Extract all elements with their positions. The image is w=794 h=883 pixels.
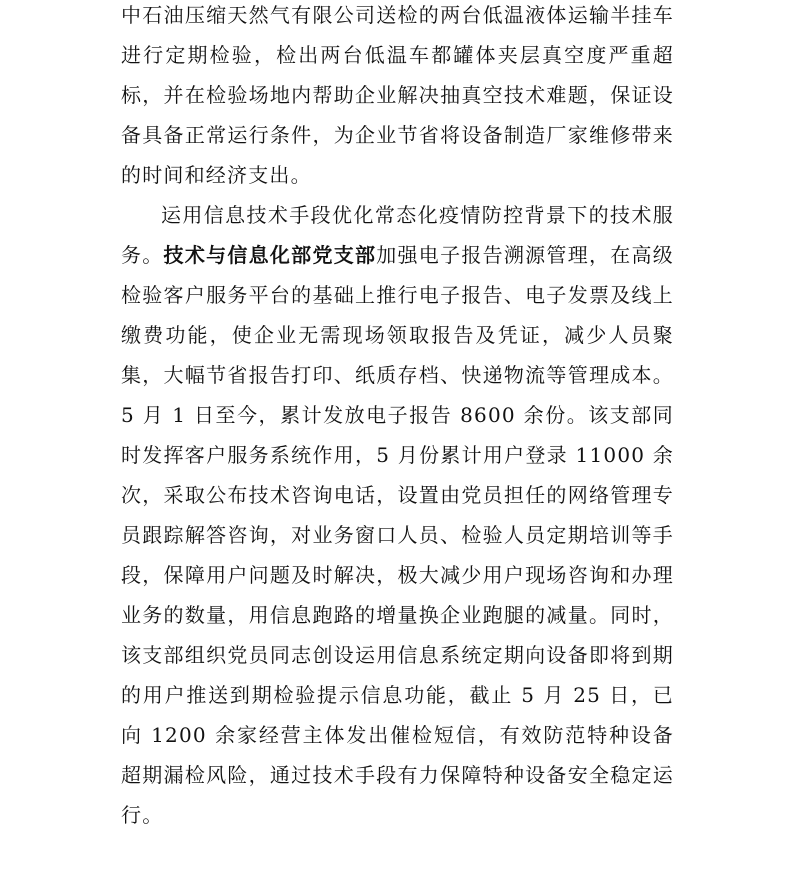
- document-body: [121, 0, 674, 835]
- paragraph-lead-text: 运用信息技术手段优化常态化疫情防控背景下的技术服务。: [121, 203, 674, 267]
- party-branch-name: 技术与信息化部党支部: [163, 243, 377, 267]
- paragraph-body-text: 加强电子报告溯源管理，在高级检验客户服务平台的基础上推行电子报告、电子发票及线上缴费功能，使企业无需现场领取报告及凭证，减少人员聚集，大幅节省报告打印、纸质存档、快递物流等管理成本。5 月 1 日至今，累计发放电子报告 8600 余份。该支部同时发挥客户服务系统作用，5 月份累计用户登录 11000 余次，采取公布技术咨询电话，设置由党员担任的网络管理专员跟踪解答咨询，对业务窗口人员、检验人员定期培训等手段，保障用户问题及时解决，极大减少用户现场咨询和办理业务的数量，用信息跑路的增量换企业跑腿的减量。同时，该支部组织党员同志创设运用信息系统定期向设备即将到期的用户推送到期检验提示信息功能，截止 5 月 25 日，已向 1200 余家经营主体发出催检短信，有效防范特种设备超期漏检风险，通过技术手段有力保障特种设备安全稳定运行。: [121, 243, 674, 827]
- paragraph-info-tech-services: [121, 195, 674, 835]
- paragraph-continuation: 中石油压缩天然气有限公司送检的两台低温液体运输半挂车进行定期检验，检出两台低温车都罐体夹层真空度严重超标，并在检验场地内帮助企业解决抽真空技术难题，保证设备具备正常运行条件，为企业节省将设备制造厂家维修带来的时间和经济支出。: [121, 3, 674, 187]
